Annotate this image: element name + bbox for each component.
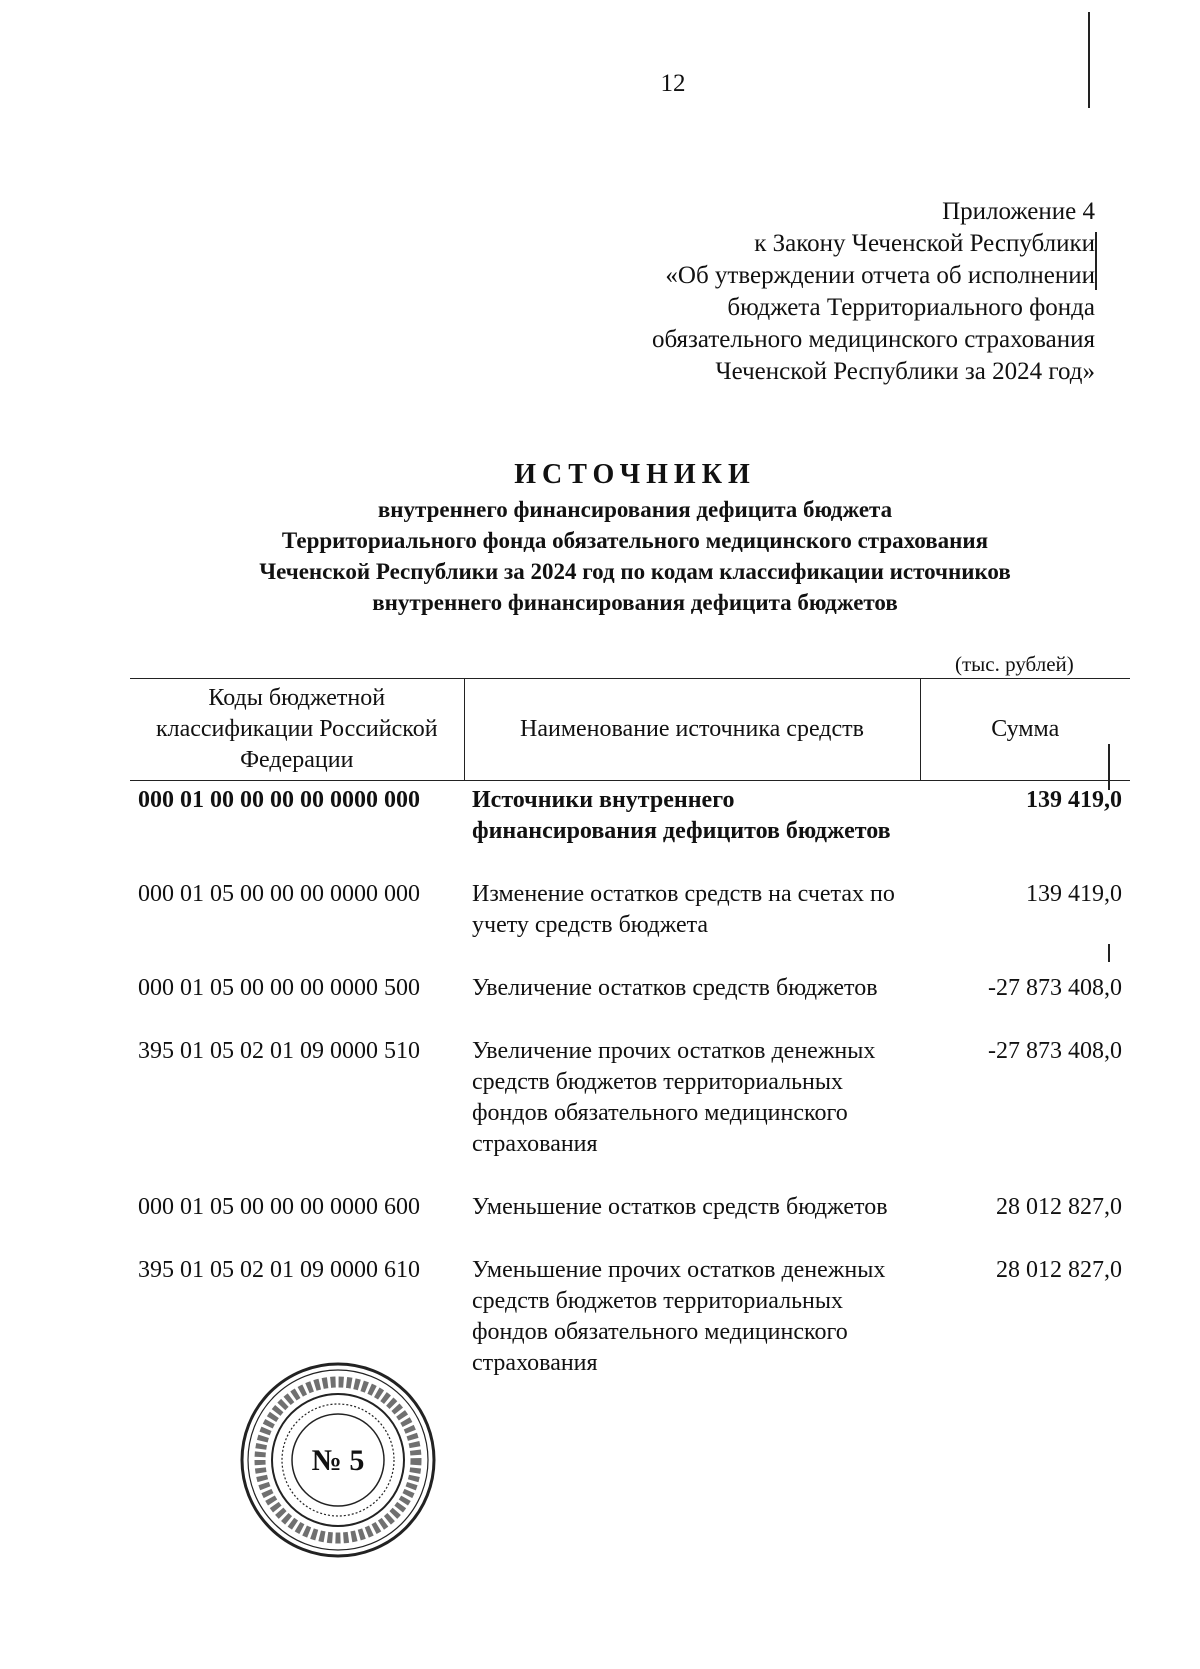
seal-number: № 5 bbox=[311, 1444, 365, 1477]
row-name: Источники внутреннего финансирования дефицитов бюджетов bbox=[472, 787, 891, 844]
row-name: Изменение остатков средств на счетах по учету средств бюджета bbox=[472, 881, 895, 938]
row-amount: -27 873 408,0 bbox=[988, 975, 1122, 1001]
row-amount: 28 012 827,0 bbox=[996, 1194, 1122, 1220]
row-code: 000 01 05 00 00 00 0000 500 bbox=[138, 975, 420, 1001]
row-code: 000 01 05 00 00 00 0000 600 bbox=[138, 1194, 420, 1220]
table-row bbox=[130, 781, 1130, 876]
title-line: внутреннего финансирования дефицита бюджета bbox=[377, 497, 893, 522]
row-code: 395 01 05 02 01 09 0000 610 bbox=[138, 1257, 420, 1283]
row-code: 395 01 05 02 01 09 0000 510 bbox=[138, 1038, 420, 1064]
table-header-row bbox=[130, 679, 1130, 781]
header-code: Коды бюджетной классификации Российской Федерации bbox=[130, 679, 464, 781]
appendix-line: обязательного медицинского страхования bbox=[651, 326, 1095, 353]
title-main: ИСТОЧНИКИ bbox=[514, 459, 756, 490]
appendix-line: к Закону Чеченской Республики bbox=[754, 230, 1095, 257]
appendix-line: Приложение 4 bbox=[942, 198, 1095, 225]
scan-edge-mark bbox=[1088, 12, 1090, 108]
title-line: Территориального фонда обязательного медицинского страхования bbox=[281, 528, 989, 553]
table-row bbox=[130, 875, 1130, 969]
title-line: Чеченской Республики за 2024 год по кодам классификации источников bbox=[259, 559, 1011, 584]
table-row bbox=[130, 1188, 1130, 1251]
scan-edge-mark bbox=[1095, 232, 1097, 290]
table-row bbox=[130, 1032, 1130, 1188]
appendix-line: Чеченской Республики за 2024 год» bbox=[715, 358, 1095, 385]
official-seal bbox=[238, 1360, 438, 1560]
row-amount: -27 873 408,0 bbox=[988, 1038, 1122, 1064]
row-name: Увеличение остатков средств бюджетов bbox=[472, 975, 878, 1001]
appendix-line: бюджета Территориального фонда bbox=[727, 294, 1095, 321]
document-title bbox=[120, 458, 1150, 618]
row-name: Уменьшение прочих остатков денежных средств бюджетов территориальных фондов обязательного медицинского страхования bbox=[472, 1257, 886, 1376]
row-name: Уменьшение остатков средств бюджетов bbox=[472, 1194, 888, 1220]
table-row bbox=[130, 969, 1130, 1032]
row-amount: 28 012 827,0 bbox=[996, 1257, 1122, 1283]
row-amount: 139 419,0 bbox=[1026, 881, 1122, 907]
units-label: (тыс. рублей) bbox=[955, 652, 1074, 676]
header-amount: Сумма bbox=[920, 679, 1130, 781]
row-name: Увеличение прочих остатков денежных средств бюджетов территориальных фондов обязательного медицинского страхования bbox=[472, 1038, 876, 1157]
row-amount: 139 419,0 bbox=[1026, 787, 1122, 813]
row-code: 000 01 05 00 00 00 0000 000 bbox=[138, 881, 420, 907]
appendix-line: «Об утверждении отчета об исполнении bbox=[665, 262, 1095, 289]
appendix-reference bbox=[652, 196, 1095, 388]
page-number: 12 bbox=[660, 70, 686, 97]
sources-table bbox=[130, 678, 1130, 1407]
title-line: внутреннего финансирования дефицита бюджетов bbox=[372, 590, 898, 615]
header-name: Наименование источника средств bbox=[464, 679, 920, 781]
row-code: 000 01 00 00 00 00 0000 000 bbox=[138, 787, 420, 813]
